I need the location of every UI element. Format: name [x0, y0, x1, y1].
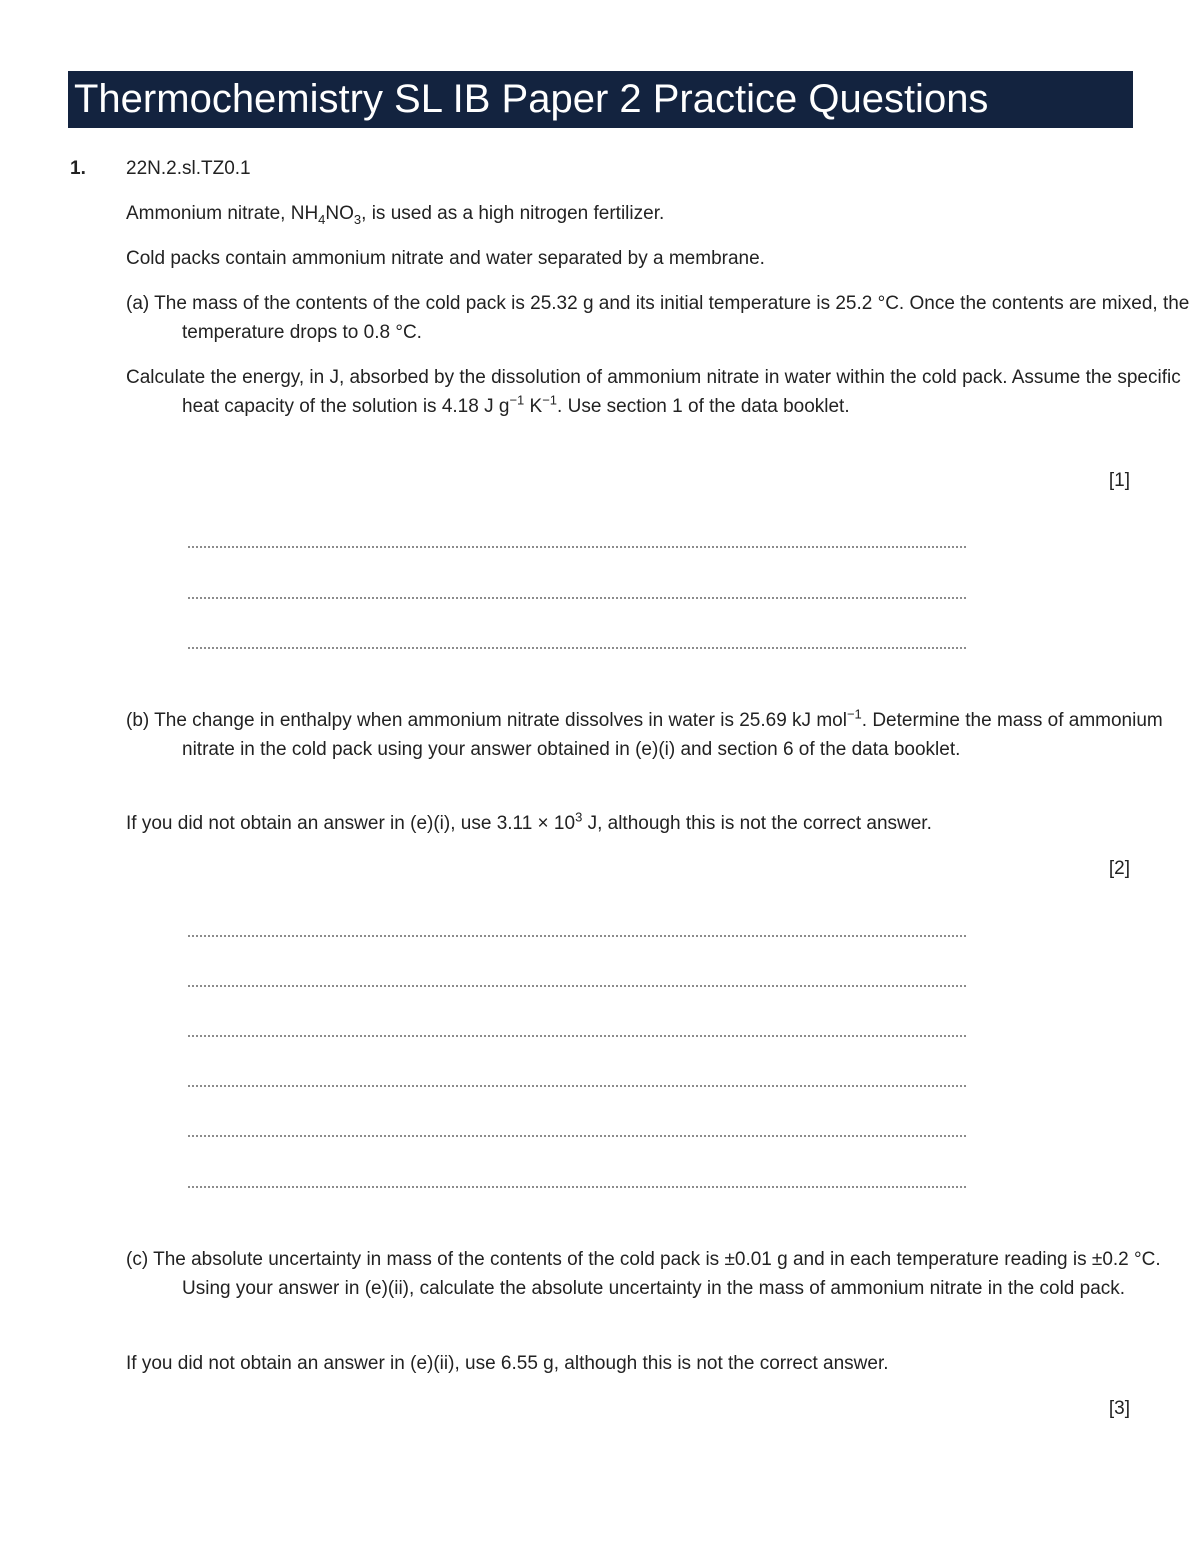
part-a-marks: [1]: [1108, 470, 1130, 491]
part-b-marks: [2]: [1108, 858, 1130, 879]
answer-line[interactable]: [188, 647, 966, 649]
question-number: 1.: [70, 158, 86, 179]
part-c-text: (c) The absolute uncertainty in mass of the contents of the cold pack is ±0.01 g and in each temperature reading is ±0.2 °C. Using your answer in (e)(ii), calculate the absolute uncertainty in the mass of ammonium nitrate in the cold pack.: [126, 1249, 1161, 1299]
title-banner: [68, 71, 1133, 128]
intro-paragraph: Ammonium nitrate, $NH_4NO_3$, is used as a high nitrogen fertilizer.: [126, 203, 665, 227]
part-c-marks: [3]: [1108, 1398, 1130, 1419]
part-a-text: (a) The mass of the contents of the cold pack is 25.32 g and its initial temperature is 25.2 °C. Once the contents are mixed, the temperature drops to 0.8 °C.: [126, 293, 1190, 343]
part-b-text: (b) The change in enthalpy when ammonium nitrate dissolves in water is 25.69 kJ mol$^{-1}$. Determine the mass of ammonium nitrate in the cold pack using your answer obtained in (e)(i) and section 6 of the data booklet.: [126, 706, 1163, 760]
question-code: 22N.2.sl.TZ0.1: [126, 158, 251, 179]
answer-line[interactable]: [188, 1186, 966, 1188]
page-title: Thermochemistry SL IB Paper 2 Practice Questions: [74, 77, 989, 121]
part-b-alternative: If you did not obtain an answer in (e)(i), use $3.11 \times 10^3$ J, although this is not the correct answer.: [126, 809, 932, 834]
intro-paragraph-2: Cold packs contain ammonium nitrate and water separated by a membrane.: [126, 248, 765, 269]
answer-line[interactable]: [188, 985, 966, 987]
answer-line[interactable]: [188, 935, 966, 937]
answer-line[interactable]: [188, 1035, 966, 1037]
answer-line[interactable]: [188, 597, 966, 599]
part-c-alternative: If you did not obtain an answer in (e)(ii), use 6.55 g, although this is not the correct answer.: [126, 1353, 889, 1374]
answer-line[interactable]: [188, 1135, 966, 1137]
answer-line[interactable]: [188, 546, 966, 548]
answer-line[interactable]: [188, 1085, 966, 1087]
part-a-task: Calculate the energy, in J, absorbed by the dissolution of ammonium nitrate in water within the cold pack. Assume the specific heat capacity of the solution is 4.18 J $g^{-1}$ $K^{-1}$. Use section 1 of the data booklet.: [126, 367, 1181, 417]
